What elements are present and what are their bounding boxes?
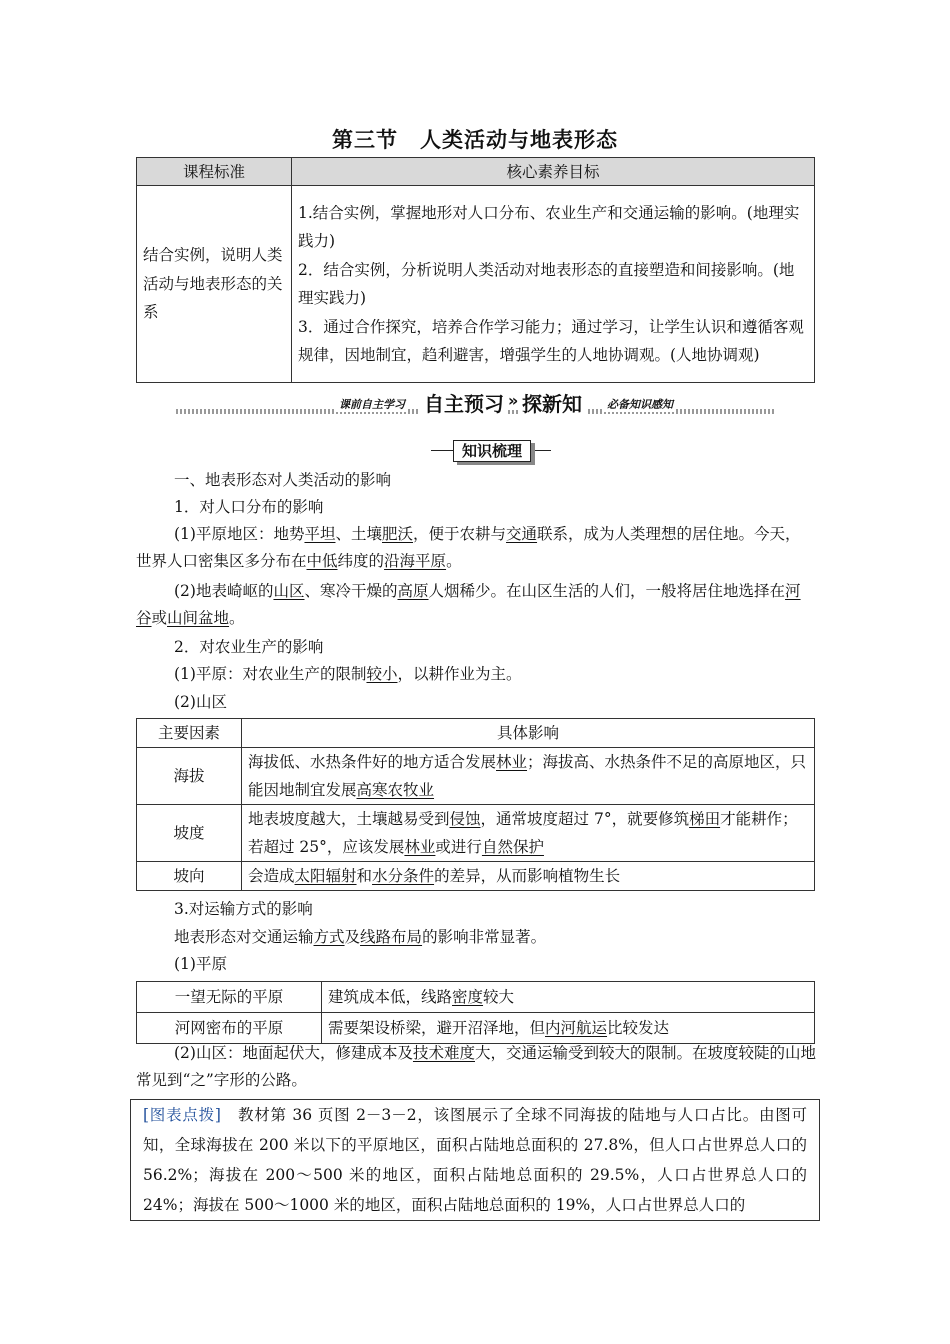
plain-type-river: 河网密布的平原 bbox=[137, 1013, 322, 1044]
effect-aspect: 会造成太阳辐射和水分条件的差异，从而影响植物生长 bbox=[242, 862, 815, 891]
heading-1-2: 2．对农业生产的影响 bbox=[174, 638, 324, 656]
banner-left-label: 课前自主学习 bbox=[336, 396, 408, 412]
header-standard: 课程标准 bbox=[137, 158, 292, 186]
effect-slope: 地表坡度越大，土壤越易受到侵蚀，通常坡度超过 7°，就要修筑梯田才能耕作；若超过 25°，应该发展林业或进行自然保护 bbox=[242, 805, 815, 862]
heading-1-3: 3.对运输方式的影响 bbox=[174, 900, 313, 918]
paragraph-plain-agri: (1)平原：对农业生产的限制较小，以耕作业为主。 bbox=[174, 665, 522, 683]
paragraph-transport: 地表形态对交通运输方式及线路布局的影响非常显著。 bbox=[174, 928, 547, 946]
factor-altitude: 海拔 bbox=[137, 748, 242, 805]
banner-right-label: 必备知识感知 bbox=[604, 396, 676, 412]
label-box: 知识梳理 bbox=[453, 440, 531, 462]
banner-title-b: 探新知 bbox=[518, 388, 586, 417]
paragraph-plain-label: (1)平原 bbox=[174, 955, 227, 973]
mountain-factors-table bbox=[136, 718, 815, 891]
goals-cell bbox=[292, 186, 815, 383]
chart-tip-box bbox=[130, 1099, 820, 1221]
factor-aspect: 坡向 bbox=[137, 862, 242, 891]
chart-tip-text: 教材第 36 页图 2－3－2，该图展示了全球不同海拔的陆地与人口占比。由图可知，全球海拔在 200 米以下的平原地区，面积占陆地总面积的 27.8%，但人口占世界总人口的 56.2%；海拔在 200～500 米的地区，面积占陆地总面积的 29.5%，人口占世界总人口的 24%；海拔在 500～1000 米的地区，面积占陆地总面积的 19%，人口占世界总人口的 bbox=[143, 1106, 807, 1214]
paragraph-plain: (1)平原地区：地势平坦、土壤肥沃，便于农耕与交通联系，成为人类理想的居住地。今天，世界人口密集区多分布在中低纬度的沿海平原。 bbox=[136, 525, 801, 570]
header-effect: 具体影响 bbox=[242, 719, 815, 748]
plain-transport-table bbox=[136, 981, 815, 1044]
chart-tip-tag: [图表点拨] bbox=[143, 1106, 221, 1124]
standard-text: 结合实例，说明人类活动与地表形态的关系 bbox=[137, 186, 292, 383]
page-title: 第三节 人类活动与地表形态 bbox=[332, 128, 618, 152]
banner-arrow-icon: » bbox=[504, 391, 522, 410]
header-factor: 主要因素 bbox=[137, 719, 242, 748]
banner-title-a: 自主预习 bbox=[420, 388, 508, 417]
plain-effect-river: 需要架设桥梁，避开沼泽地，但内河航运比较发达 bbox=[322, 1013, 815, 1044]
heading-1-1: 1．对人口分布的影响 bbox=[174, 498, 324, 516]
effect-altitude: 海拔低、水热条件好的地方适合发展林业；海拔高、水热条件不足的高原地区，只能因地制宜发展高寒农牧业 bbox=[242, 748, 815, 805]
plain-effect-open: 建筑成本低，线路密度较大 bbox=[322, 982, 815, 1013]
goal-item: 2．结合实例，分析说明人类活动对地表形态的直接塑造和间接影响。(地理实践力) bbox=[298, 260, 795, 307]
knowledge-summary-label bbox=[431, 440, 551, 462]
header-goals: 核心素养目标 bbox=[292, 158, 815, 186]
section-banner bbox=[176, 388, 776, 422]
curriculum-standards-table bbox=[136, 157, 815, 383]
heading-1: 一、地表形态对人类活动的影响 bbox=[174, 471, 392, 489]
plain-type-open: 一望无际的平原 bbox=[137, 982, 322, 1013]
goal-item: 3．通过合作探究，培养合作学习能力；通过学习，让学生认识和遵循客观规律，因地制宜，趋利避害，增强学生的人地协调观。(人地协调观) bbox=[298, 317, 804, 364]
paragraph-mountain-transport: (2)山区：地面起伏大，修建成本及技术难度大，交通运输受到较大的限制。在坡度较陡的山地常见到“之”字形的公路。 bbox=[136, 1044, 816, 1089]
factor-slope: 坡度 bbox=[137, 805, 242, 862]
paragraph-mountain: (2)地表崎岖的山区、寒冷干燥的高原人烟稀少。在山区生活的人们，一般将居住地选择在河谷或山间盆地。 bbox=[136, 582, 801, 627]
paragraph-mountain-label: (2)山区 bbox=[174, 693, 227, 711]
goal-item: 1.结合实例，掌握地形对人口分布、农业生产和交通运输的影响。(地理实践力) bbox=[298, 203, 800, 250]
